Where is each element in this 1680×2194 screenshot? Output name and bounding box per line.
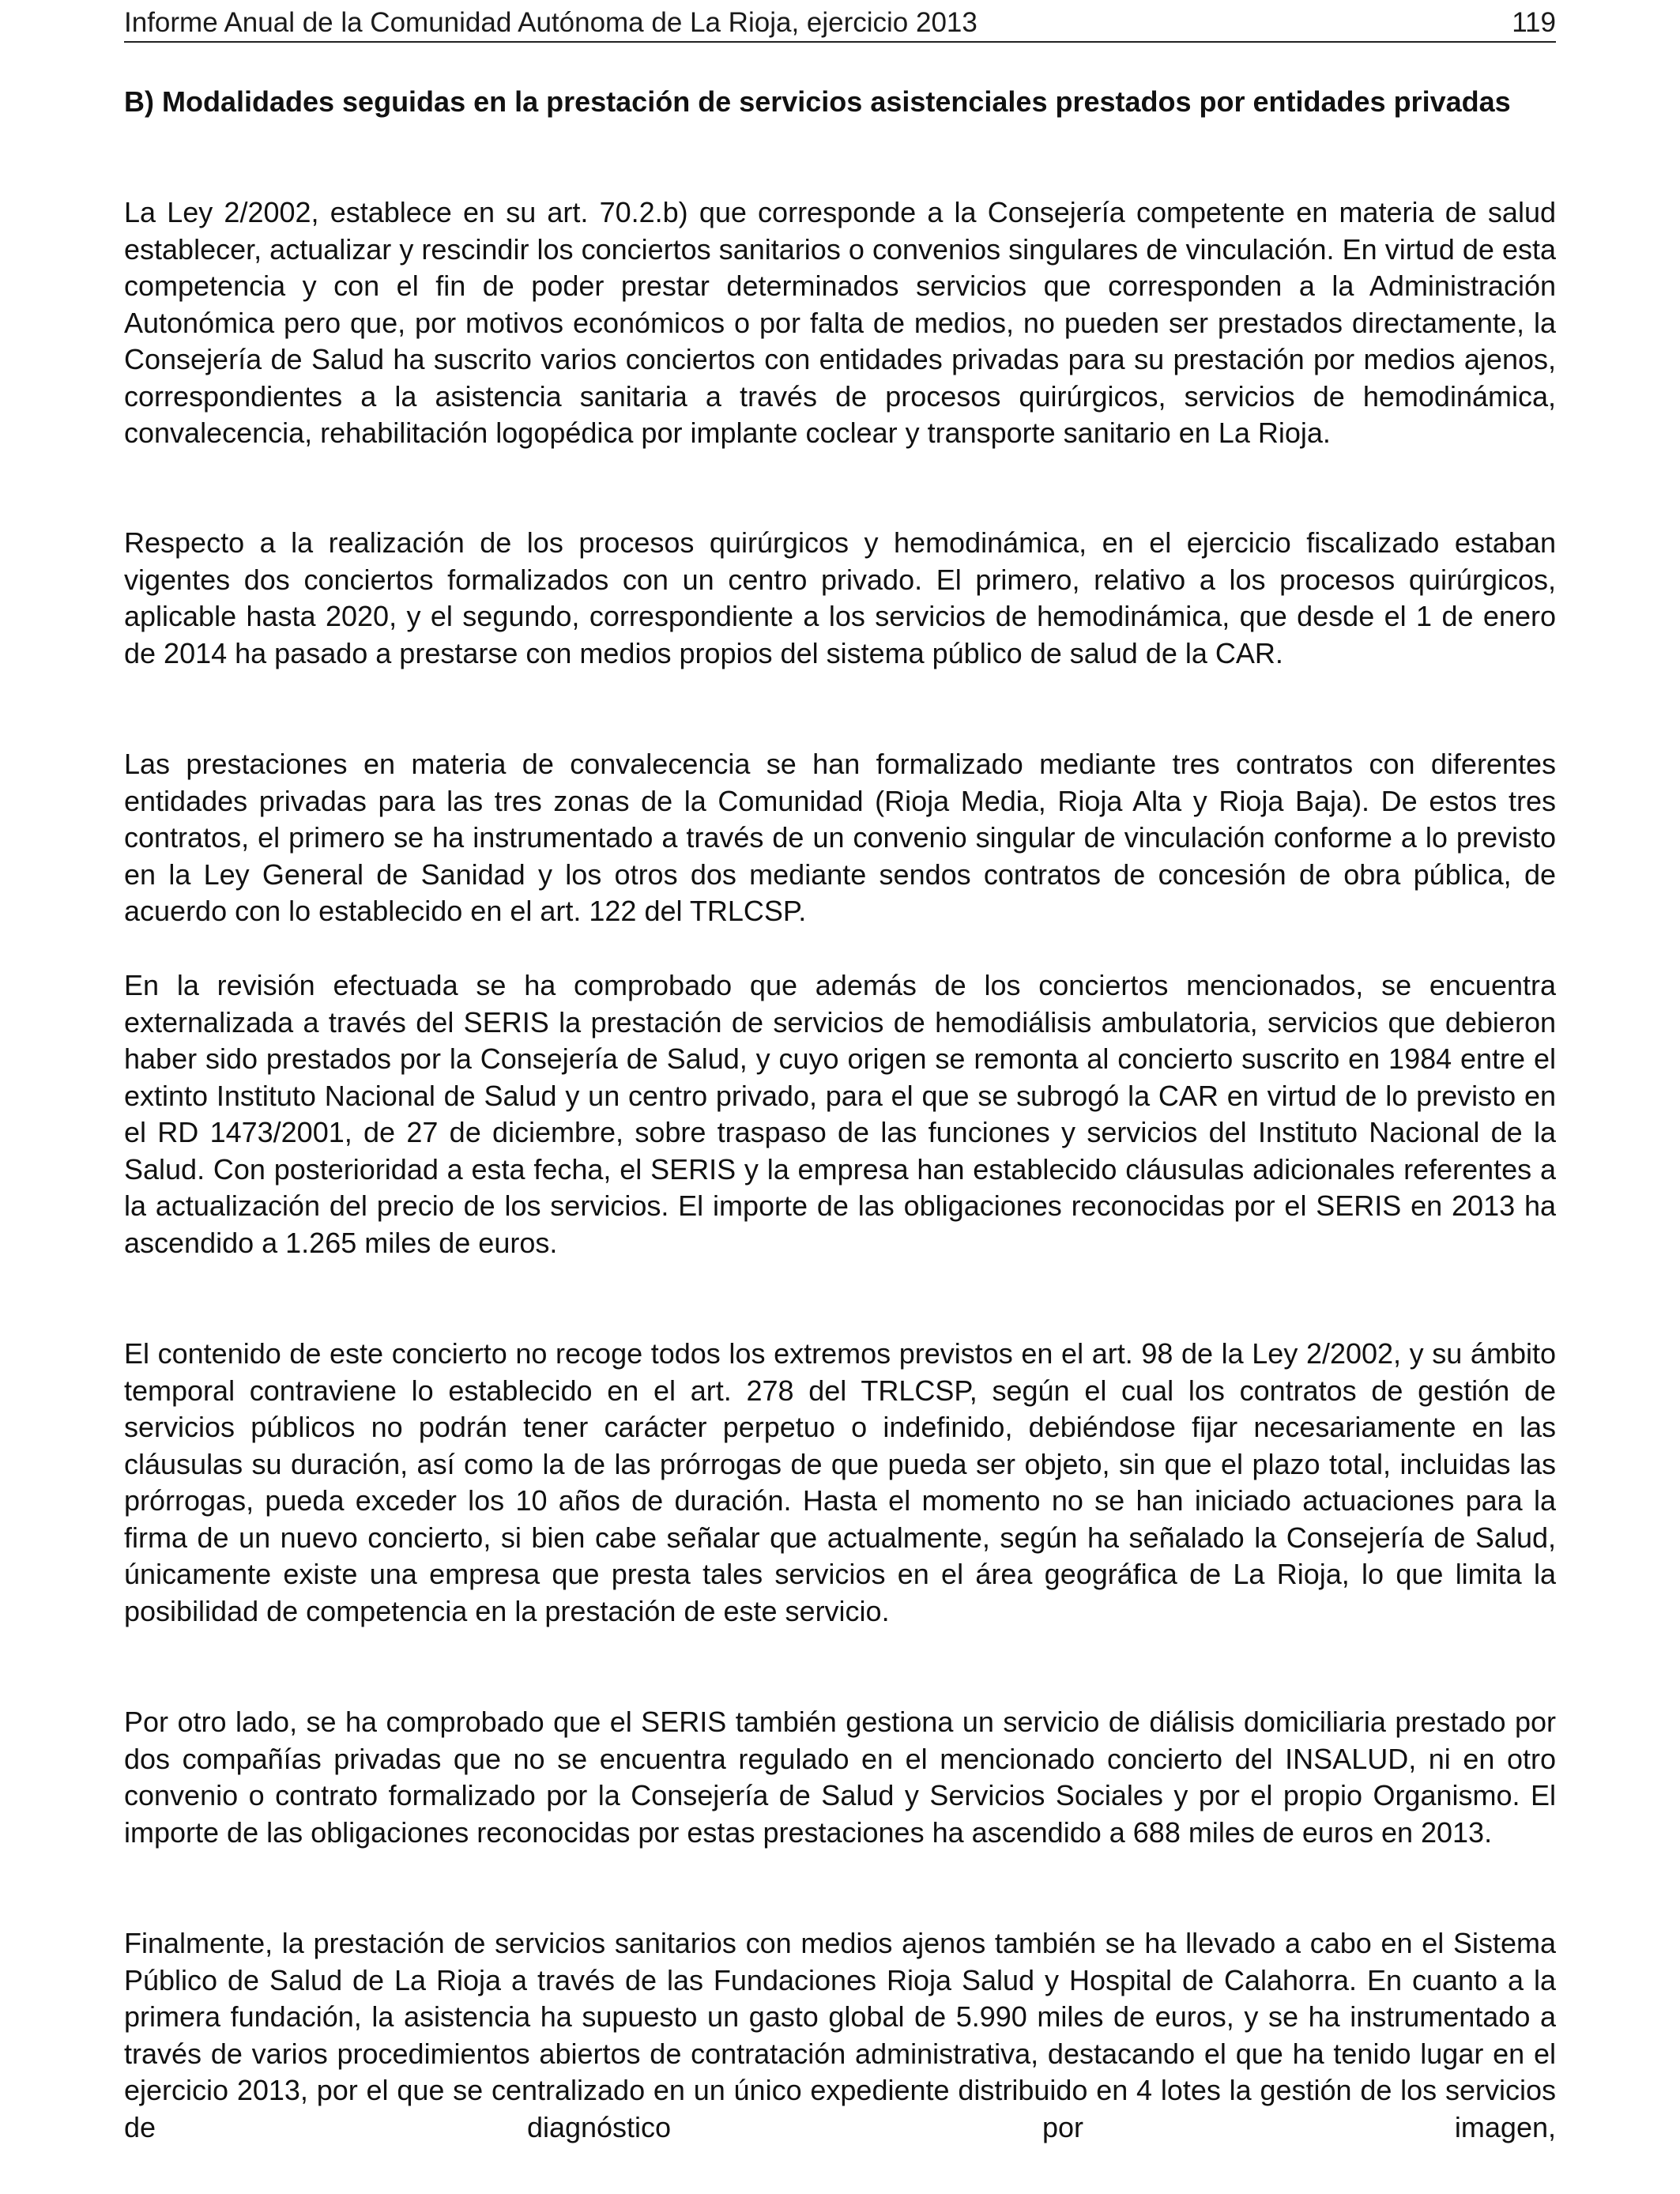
report-title: Informe Anual de la Comunidad Autónoma de La Rioja, ejercicio 2013 — [124, 7, 977, 38]
document-page — [124, 0, 1556, 2194]
section-heading: B) Modalidades seguidas en la prestación de servicios asistenciales prestados por entidades privadas — [124, 85, 1511, 118]
paragraph-hemodialisis: En la revisión efectuada se ha comprobado que además de los conciertos mencionados, se encuentra externalizada a través del SERIS la prestación de servicios de hemodiálisis ambulatoria, servicios que debieron haber sido prestados por la Consejería de Salud, y cuyo origen se remonta al concierto suscrito en 1984 entre el extinto Instituto Nacional de Salud y un centro privado, para el que se subrogó la CAR en virtud de lo previsto en el RD 1473/2001, de 27 de diciembre, sobre traspaso de las funciones y servicios del Instituto Nacional de la Salud. Con posterioridad a esta fecha, el SERIS y la empresa han establecido cláusulas adicionales referentes a la actualización del precio de los servicios. El importe de las obligaciones reconocidas por el SERIS en 2013 ha ascendido a 1.265 miles de euros. — [124, 969, 1556, 1259]
paragraph-procesos-quirurgicos: Respecto a la realización de los procesos quirúrgicos y hemodinámica, en el ejercicio fiscalizado estaban vigentes dos conciertos formalizados con un centro privado. El primero, relativo a los procesos quirúrgicos, aplicable hasta 2020, y el segundo, correspondiente a los servicios de hemodinámica, que desde el 1 de enero de 2014 ha pasado a prestarse con medios propios del sistema público de salud de la CAR. — [124, 526, 1556, 669]
running-header — [124, 5, 1556, 43]
paragraph-dialisis-domiciliaria: Por otro lado, se ha comprobado que el SERIS también gestiona un servicio de diálisis domiciliaria prestado por dos compañías privadas que no se encuentra regulado en el mencionado concierto del INSALUD, ni en otro convenio o contrato formalizado por la Consejería de Salud y Servicios Sociales y por el propio Organismo. El importe de las obligaciones reconocidas por estas prestaciones ha ascendido a 688 miles de euros en 2013. — [124, 1706, 1556, 1849]
paragraph-convalecencia: Las prestaciones en materia de convalecencia se han formalizado mediante tres contratos con diferentes entidades privadas para las tres zonas de la Comunidad (Rioja Media, Rioja Alta y Rioja Baja). De estos tres contratos, el primero se ha instrumentado a través de un convenio singular de vinculación conforme a lo previsto en la Ley General de Sanidad y los otros dos mediante sendos contratos de concesión de obra pública, de acuerdo con lo establecido en el art. 122 del TRLCSP. — [124, 748, 1556, 927]
paragraph-ley-2-2002: La Ley 2/2002, establece en su art. 70.2.b) que corresponde a la Consejería competente en materia de salud establecer, actualizar y rescindir los conciertos sanitarios o convenios singulares de vinculación. En virtud de esta competencia y con el fin de poder prestar determinados servicios que corresponden a la Administración Autonómica pero que, por motivos económicos o por falta de medios, no pueden ser prestados directamente, la Consejería de Salud ha suscrito varios conciertos con entidades privadas para su prestación por medios ajenos, correspondientes a la asistencia sanitaria a través de procesos quirúrgicos, servicios de hemodinámica, convalecencia, rehabilitación logopédica por implante coclear y transporte sanitario en La Rioja. — [124, 196, 1556, 449]
paragraph-contenido-concierto: El contenido de este concierto no recoge todos los extremos previstos en el art. 98 de la Ley 2/2002, y su ámbito temporal contraviene lo establecido en el art. 278 del TRLCSP, según el cual los contratos de gestión de servicios públicos no podrán tener carácter perpetuo o indefinido, debiéndose fijar necesariamente en las cláusulas su duración, así como la de las prórrogas de que pueda ser objeto, sin que el plazo total, incluidas las prórrogas, pueda exceder los 10 años de duración. Hasta el momento no se han iniciado actuaciones para la firma de un nuevo concierto, si bien cabe señalar que actualmente, según ha señalado la Consejería de Salud, únicamente existe una empresa que presta tales servicios en el área geográfica de La Rioja, lo que limita la posibilidad de competencia en la prestación de este servicio. — [124, 1337, 1556, 1627]
paragraph-fundaciones: Finalmente, la prestación de servicios sanitarios con medios ajenos también se ha llevado a cabo en el Sistema Público de Salud de La Rioja a través de las Fundaciones Rioja Salud y Hospital de Calahorra. En cuanto a la primera fundación, la asistencia ha supuesto un gasto global de 5.990 miles de euros, y se ha instrumentado a través de varios procedimientos abiertos de contratación administrativa, destacando el que ha tenido lugar en el ejercicio 2013, por el que se centralizado en un único expediente distribuido en 4 lotes la gestión de los servicios de diagnóstico por imagen, — [124, 1927, 1556, 2143]
page-number: 119 — [1512, 7, 1556, 38]
